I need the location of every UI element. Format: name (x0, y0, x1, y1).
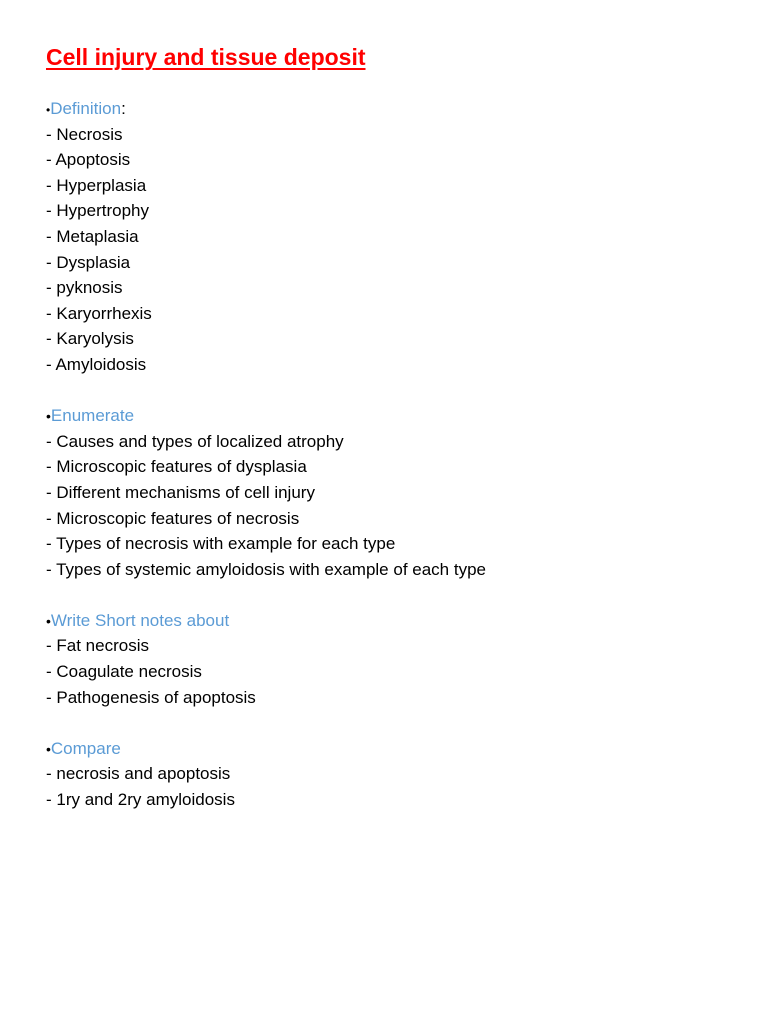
list-item: - Karyolysis (46, 329, 134, 349)
list-item: - necrosis and apoptosis (46, 764, 231, 784)
section-heading (46, 403, 746, 429)
document-body (46, 96, 746, 838)
list-item: - Amyloidosis (46, 354, 147, 374)
list-item: - Dysplasia (46, 252, 131, 272)
section-heading (46, 608, 746, 634)
section-heading-suffix: : (121, 99, 126, 118)
section-short-notes (46, 608, 746, 710)
list-item: - pyknosis (46, 278, 123, 298)
bullet-icon: • (46, 408, 51, 425)
list-item: - Microscopic features of necrosis (46, 508, 300, 528)
list-item: - Metaplasia (46, 226, 139, 246)
list-item: - Pathogenesis of apoptosis (46, 687, 256, 707)
section-heading (46, 96, 746, 122)
list-item: - Types of systemic amyloidosis with example of each type (46, 559, 486, 579)
list-item: - Microscopic features of dysplasia (46, 457, 307, 477)
list-item: - Different mechanisms of cell injury (46, 482, 315, 502)
section-heading-label: Definition (50, 99, 122, 118)
list-item: - Karyorrhexis (46, 303, 152, 323)
list-item: - Hyperplasia (46, 175, 147, 195)
list-item: - Hypertrophy (46, 201, 149, 221)
section-heading-label: Enumerate (50, 406, 135, 426)
section-heading-label: Compare (50, 738, 121, 758)
list-item: - Apoptosis (46, 150, 131, 170)
list-item: - Causes and types of localized atrophy (46, 431, 344, 451)
bullet-icon: • (46, 103, 51, 117)
list-item: - Necrosis (46, 124, 123, 144)
section-definition (46, 96, 746, 378)
bullet-icon: • (46, 740, 51, 757)
list-item: - Coagulate necrosis (46, 662, 202, 682)
section-heading-label: Write Short notes about (50, 610, 230, 630)
bullet-icon: • (46, 612, 51, 629)
document-title: Cell injury and tissue deposit (46, 44, 366, 70)
list-item: - Types of necrosis with example for each type (46, 534, 396, 554)
list-item: - 1ry and 2ry amyloidosis (46, 790, 235, 810)
section-enumerate (46, 403, 746, 582)
section-heading (46, 736, 746, 762)
section-compare (46, 736, 746, 813)
list-item: - Fat necrosis (46, 636, 149, 656)
